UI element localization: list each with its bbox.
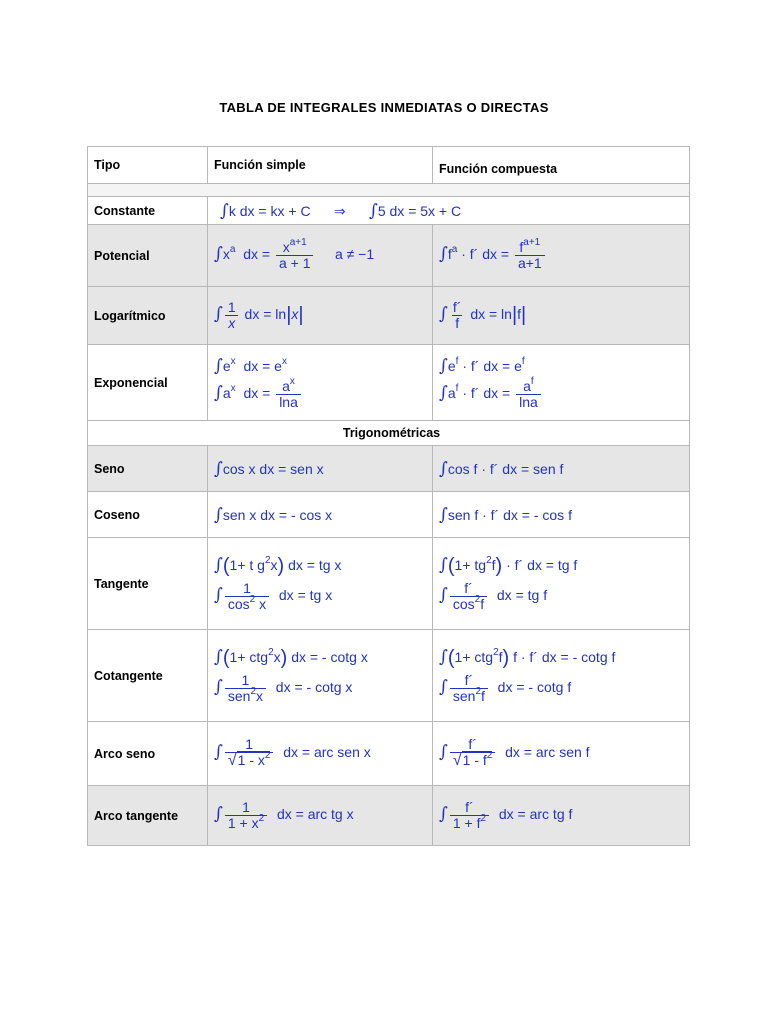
formula-arco-tangente-compuesta: ∫ $\frac{f´}{1 + f^2}$ dx = arc tg f xyxy=(433,786,690,846)
formula-arco-seno-simple: ∫ $\frac{1}{√1 - x^2}$ dx = arc sen x xyxy=(208,722,433,786)
row-label-coseno: Coseno xyxy=(88,492,208,538)
table-row-arco-seno xyxy=(88,722,690,786)
table-row-arco-tangente xyxy=(88,786,690,846)
formula-coseno-simple: ∫sen x dx = - cos x xyxy=(208,492,433,538)
table-row-seno xyxy=(88,446,690,492)
table-row-logaritmico xyxy=(88,287,690,345)
row-label-seno: Seno xyxy=(88,446,208,492)
formula-constante: ∫k dx = kx + C ⇒ ∫5 dx = 5x + C xyxy=(208,197,690,225)
formula-cotangente-simple: ∫(1+ ctg$^2$x) dx = - cotg x ∫ $\frac{1}{sen^2x}$ dx = - cotg x xyxy=(208,630,433,722)
formula-arco-tangente-simple: ∫ $\frac{1}{1 + x^2}$ dx = arc tg x xyxy=(208,786,433,846)
section-row-trigonometricas xyxy=(88,421,690,446)
section-title: Trigonométricas xyxy=(88,421,690,446)
table-row-cotangente xyxy=(88,630,690,722)
table-row-constante xyxy=(88,197,690,225)
integrals-table xyxy=(87,146,690,846)
formula-logaritmico-simple: ∫ $\frac{1}{x}$ dx = ln|x| xyxy=(208,287,433,345)
table-row-exponencial xyxy=(88,345,690,421)
row-label-tangente: Tangente xyxy=(88,538,208,630)
formula-coseno-compuesta: ∫sen f · f´ dx = - cos f xyxy=(433,492,690,538)
table-row-coseno xyxy=(88,492,690,538)
header-tipo: Tipo xyxy=(88,147,208,184)
formula-tangente-compuesta: $\int(1+ tg^2f)$ · f´ dx = tg f ∫ $\frac{f´}{\cos^2f}$ dx = tg f xyxy=(433,538,690,630)
row-label-logaritmico: Logarítmico xyxy=(88,287,208,345)
table-row-potencial xyxy=(88,225,690,287)
formula-tangente-simple: ∫(1+ t $g^2x$) dx = tg x ∫ $\frac{1}{\cos^2 x}$ dx = tg x xyxy=(208,538,433,630)
formula-exponencial-compuesta: $\int e^f$ · f´ dx = $e^f$ $\int a^f$ · f´ dx = $\frac{a^f}{\ln a}$ xyxy=(433,345,690,421)
formula-logaritmico-compuesta: ∫ $\frac{f´}{f}$ dx = ln|f| xyxy=(433,287,690,345)
formula-arco-seno-compuesta: ∫ $\frac{f´}{√1 - f^2}$ dx = arc sen f xyxy=(433,722,690,786)
header-funcion-compuesta: Función compuesta xyxy=(433,147,690,184)
table-row-tangente xyxy=(88,538,690,630)
row-label-potencial: Potencial xyxy=(88,225,208,287)
spacer-row xyxy=(88,184,690,197)
page-title: TABLA DE INTEGRALES INMEDIATAS O DIRECTAS xyxy=(219,100,549,115)
row-label-constante: Constante xyxy=(88,197,208,225)
formula-potencial-simple: $\int x^a$ dx = $\frac{x^{a+1}}{a + 1}$ a ≠ −1 xyxy=(208,225,433,287)
formula-exponencial-simple: $\int e^x$ dx = $e^x$ $\int a^x$ dx = $\frac{a^x}{\ln a}$ xyxy=(208,345,433,421)
header-funcion-simple: Función simple xyxy=(208,147,433,184)
formula-seno-simple: ∫cos x dx = sen x xyxy=(208,446,433,492)
row-label-exponencial: Exponencial xyxy=(88,345,208,421)
table-header-row xyxy=(88,147,690,184)
formula-seno-compuesta: ∫cos f · f´ dx = sen f xyxy=(433,446,690,492)
row-label-arco-seno: Arco seno xyxy=(88,722,208,786)
row-label-cotangente: Cotangente xyxy=(88,630,208,722)
integral-sign: ∫ xyxy=(220,200,229,221)
row-label-arco-tangente: Arco tangente xyxy=(88,786,208,846)
formula-potencial-compuesta: $\int f^a$ · f´ dx = $\frac{f^{a+1}}{a+1}$ xyxy=(433,225,690,287)
formula-cotangente-compuesta: ∫(1+ ctg$^2$f) f · f´ dx = - cotg f ∫ $\frac{f´}{sen^2f}$ dx = - cotg f xyxy=(433,630,690,722)
